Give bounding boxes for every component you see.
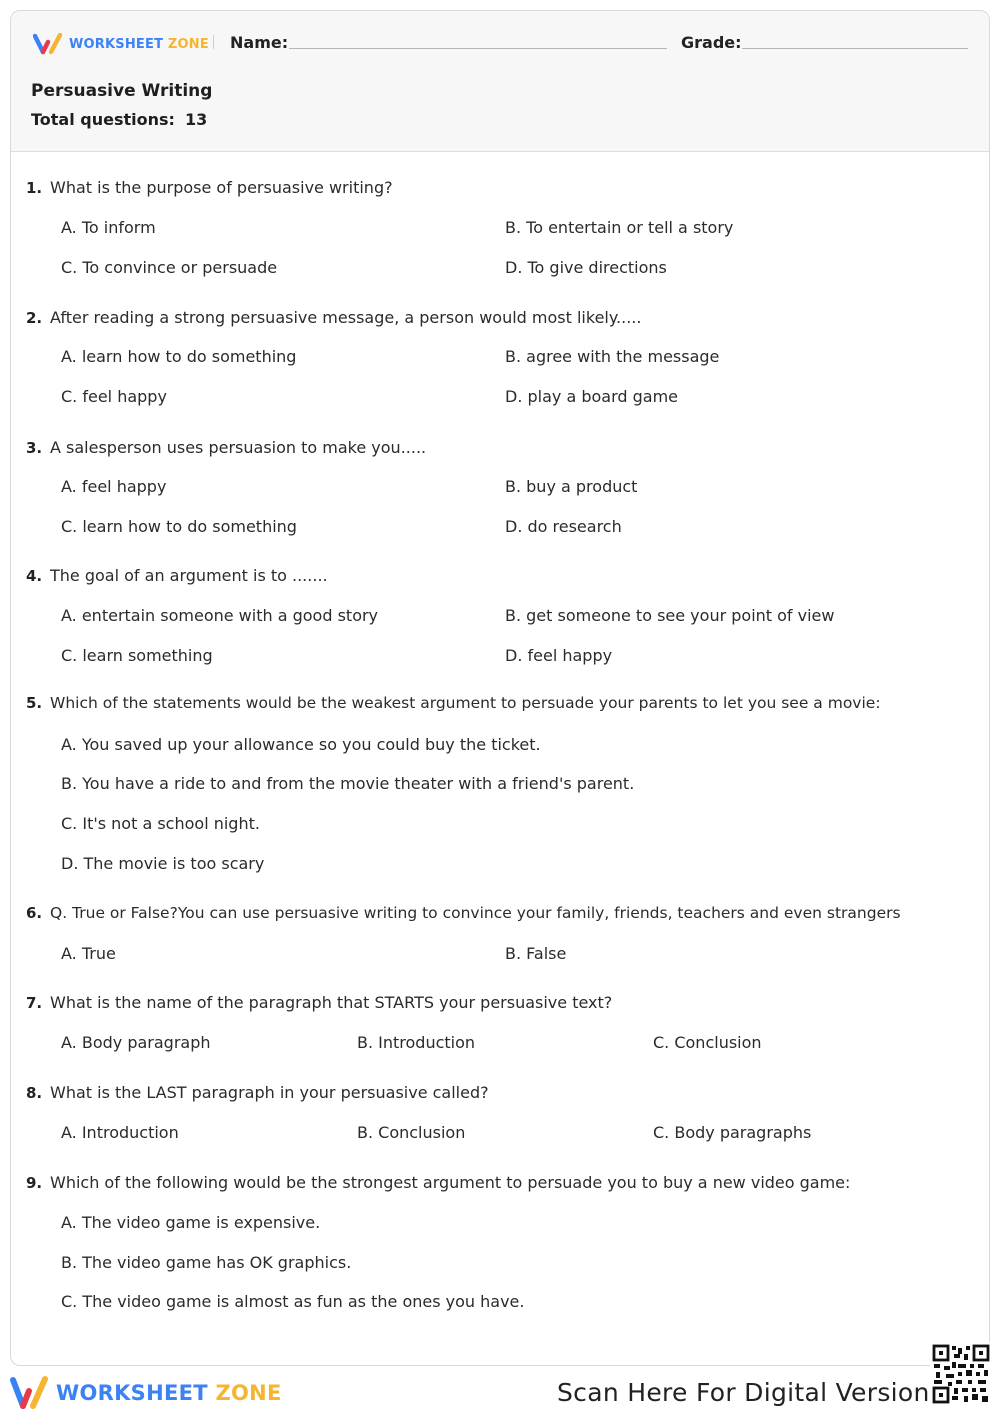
question-text: A salesperson uses persuasion to make you..... [50, 438, 427, 457]
question-5 [26, 694, 966, 712]
option-b[interactable]: B. buy a product [505, 477, 638, 496]
worksheet-title: Persuasive Writing [31, 81, 213, 101]
question-text: After reading a strong persuasive message, a person would most likely..... [50, 308, 642, 327]
name-input-line[interactable] [289, 48, 667, 49]
option-a[interactable]: A. learn how to do something [61, 347, 297, 366]
question-number: 8. [26, 1084, 43, 1102]
option-a[interactable]: A. Body paragraph [61, 1033, 211, 1052]
worksheet-page [10, 10, 990, 1366]
option-c[interactable]: C. To convince or persuade [61, 258, 278, 277]
option-c[interactable]: C. Body paragraphs [653, 1123, 812, 1142]
footer-brand-part2: ZONE [215, 1381, 282, 1405]
option-b[interactable]: B. The video game has OK graphics. [61, 1253, 352, 1272]
question-8 [26, 1083, 966, 1102]
option-d[interactable]: D. To give directions [505, 258, 667, 277]
question-text: What is the name of the paragraph that STARTS your persuasive text? [50, 993, 613, 1012]
question-text: What is the purpose of persuasive writing? [50, 178, 393, 197]
option-a[interactable]: A. feel happy [61, 477, 167, 496]
question-9 [26, 1173, 966, 1192]
option-d[interactable]: D. feel happy [505, 646, 613, 665]
option-c[interactable]: C. The video game is almost as fun as the ones you have. [61, 1292, 525, 1311]
option-a[interactable]: A. True [61, 944, 116, 963]
option-d[interactable]: D. play a board game [505, 387, 679, 406]
question-number: 6. [26, 904, 43, 922]
question-text: The goal of an argument is to ....... [50, 566, 328, 585]
question-number: 3. [26, 439, 43, 457]
option-c[interactable]: C. learn how to do something [61, 517, 297, 536]
qr-code[interactable] [930, 1342, 992, 1406]
option-a[interactable]: A. Introduction [61, 1123, 179, 1142]
option-b[interactable]: B. False [505, 944, 567, 963]
option-b[interactable]: B. get someone to see your point of view [505, 606, 835, 625]
question-6 [26, 904, 966, 922]
worksheet-header [11, 11, 989, 152]
question-text: What is the LAST paragraph in your persuasive called? [50, 1083, 489, 1102]
scan-for-digital-text: Scan Here For Digital Version [557, 1378, 930, 1407]
option-b[interactable]: B. Conclusion [357, 1123, 466, 1142]
total-questions-label: Total questions: [31, 110, 175, 129]
grade-input-line[interactable] [742, 48, 968, 49]
footer-brand-logo [10, 1376, 282, 1410]
total-questions-count: 13 [184, 110, 208, 129]
question-7 [26, 993, 966, 1012]
question-text: Which of the statements would be the weakest argument to persuade your parents to let you see a movie: [50, 694, 881, 712]
brand-name-part1: WORKSHEET [69, 36, 164, 52]
worksheet-zone-logo-icon [33, 33, 65, 55]
option-a[interactable]: A. You saved up your allowance so you could buy the ticket. [61, 735, 541, 754]
option-b[interactable]: B. You have a ride to and from the movie theater with a friend's parent. [61, 774, 635, 793]
question-number: 5. [26, 694, 43, 712]
option-a[interactable]: A. The video game is expensive. [61, 1213, 321, 1232]
brand-logo [33, 33, 209, 55]
option-b[interactable]: B. To entertain or tell a story [505, 218, 734, 237]
option-a[interactable]: A. To inform [61, 218, 156, 237]
footer-brand-name [56, 1381, 282, 1405]
grade-label: Grade: [681, 33, 742, 52]
question-text: Which of the following would be the strongest argument to persuade you to buy a new video game: [50, 1173, 851, 1192]
option-b[interactable]: B. Introduction [357, 1033, 476, 1052]
question-text: Q. True or False?You can use persuasive writing to convince your family, friends, teachers and even strangers [50, 904, 901, 922]
option-c[interactable]: C. learn something [61, 646, 213, 665]
question-number: 1. [26, 179, 43, 197]
header-divider [213, 35, 214, 49]
name-label: Name: [230, 33, 289, 52]
question-number: 7. [26, 994, 43, 1012]
footer-brand-part1: WORKSHEET [56, 1381, 208, 1405]
worksheet-zone-logo-icon [10, 1376, 50, 1410]
brand-name [69, 37, 209, 52]
brand-name-part2: ZONE [167, 36, 209, 52]
question-number: 2. [26, 309, 43, 327]
option-c[interactable]: C. Conclusion [653, 1033, 762, 1052]
option-a[interactable]: A. entertain someone with a good story [61, 606, 379, 625]
qr-code-icon [930, 1342, 992, 1406]
total-questions [31, 110, 207, 129]
option-d[interactable]: D. The movie is too scary [61, 854, 265, 873]
option-d[interactable]: D. do research [505, 517, 622, 536]
question-2 [26, 308, 966, 327]
question-3 [26, 438, 966, 457]
question-number: 9. [26, 1174, 43, 1192]
question-4 [26, 566, 966, 585]
option-c[interactable]: C. It's not a school night. [61, 814, 260, 833]
question-1 [26, 178, 966, 197]
option-b[interactable]: B. agree with the message [505, 347, 720, 366]
question-number: 4. [26, 567, 43, 585]
option-c[interactable]: C. feel happy [61, 387, 167, 406]
